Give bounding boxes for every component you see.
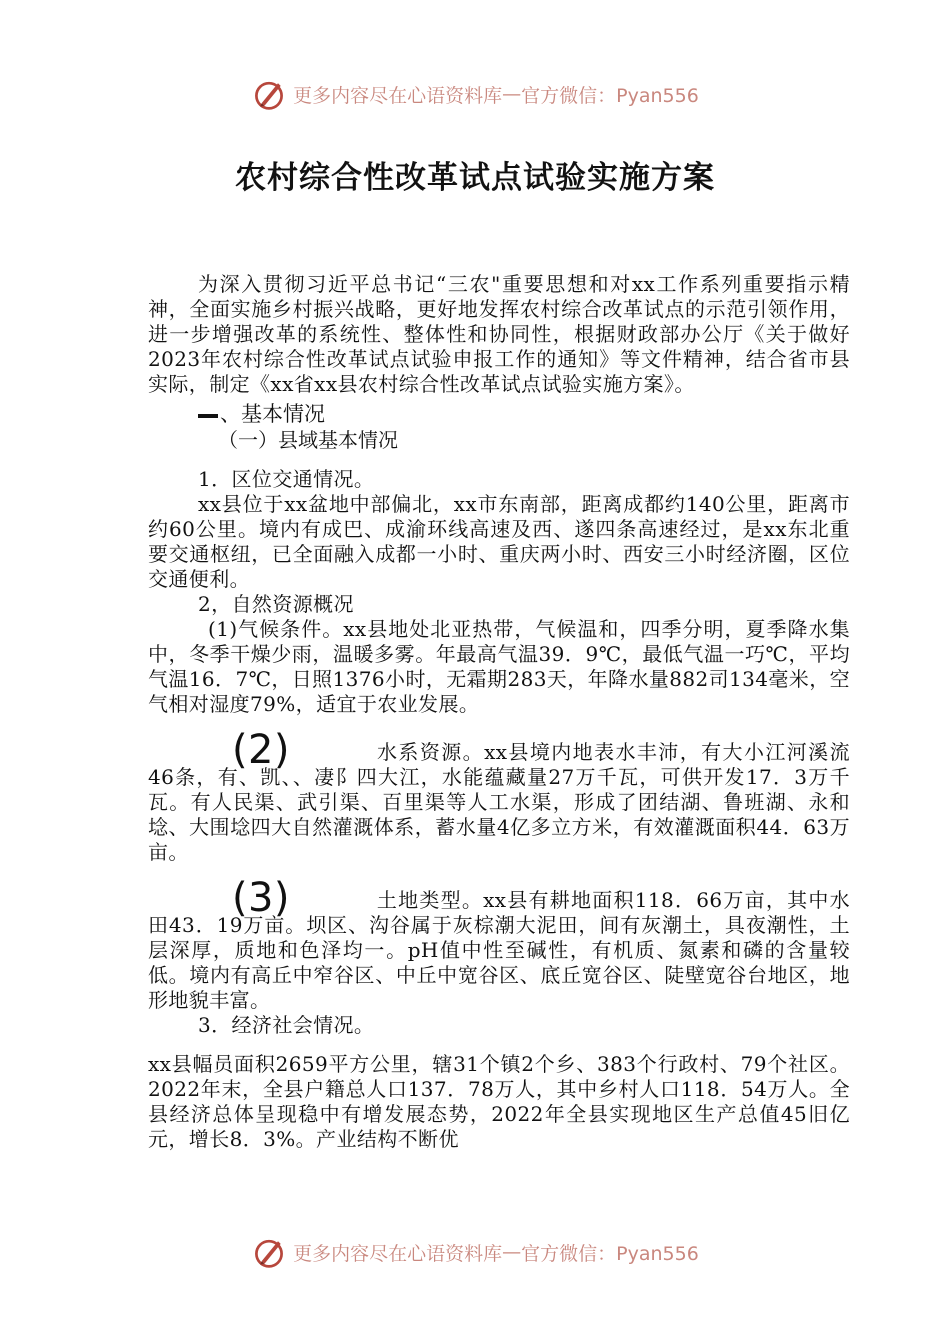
water-text: 水系资源。xx县境内地表水丰沛，有大小江河溪流46条，有、凯、、凄阝四大江，水能蕴藏量27万千瓦，可供开发17．3万千瓦。有人民渠、武引渠、百里渠等人工水渠，形成了团结湖、鲁班湖、永和埝、大围埝四大自然灌溉体系，蓄水量4亿多立方米，有效灌溉面积44．63万亩。 (148, 740, 850, 864)
item1-heading: 1．区位交通情况。 (198, 467, 375, 491)
watermark-wechat: 官方微信：Pyan556 (521, 1242, 699, 1265)
land-number: (3) (232, 875, 290, 921)
item1-paragraph: xx县位于xx盆地中部偏北，xx市东南部，距离成都约140公里，距离市约60公里。境内有成巴、成渝环线高速及西、遂四条高速经过，是xx东北重要交通枢纽，已全面融入成都一小时、重庆两小时、西安三小时经济圈，区位交通便利。 (148, 492, 850, 591)
pen-logo-icon (251, 76, 287, 112)
water-paragraph (148, 727, 850, 865)
watermark-separator: — (502, 83, 522, 105)
section-heading-basic (148, 401, 850, 427)
intro-paragraph: 为深入贯彻习近平总书记“三农"重要思想和对xx工作系列重要指示精神，全面实施乡村振兴战略，更好地发挥农村综合改革试点的示范引领作用，进一步增强改革的系统性、整体性和协同性，根据财政部办公厅《关于做好2023年农村综合性改革试点试验申报工作的通知》等文件精神，结合省市县实际，制定《xx省xx县农村综合性改革试点试验实施方案》。 (148, 272, 850, 396)
subsection-heading-county: （一）县域基本情况 (218, 428, 398, 452)
watermark-header (0, 74, 950, 114)
climate-paragraph: (1)气候条件。xx县地处北亚热带，气候温和，四季分明，夏季降水集中，冬季干燥少雨，温暖多雾。年最高气温39．9℃，最低气温一巧℃，平均气温16．7℃，日照1376小时，无霜期283天，年降水量882司134毫米，空气相对湿度79%，适宜于农业发展。 (148, 617, 850, 716)
dash-mark (198, 414, 218, 418)
document-body (148, 272, 850, 1152)
item3-paragraph: xx县幅员面积2659平方公里，辖31个镇2个乡、383个行政村、79个社区。2022年末，全县户籍总人口137．78万人，其中乡村人口118．54万人。全县经济总体呈现稳中有增发展态势，2022年全县实现地区生产总值45旧亿元，增长8．3%。产业结构不断优 (148, 1052, 850, 1151)
item3-heading: 3．经济社会情况。 (198, 1013, 375, 1037)
land-paragraph (148, 875, 850, 1013)
water-number: (2) (232, 727, 290, 773)
section-heading-text: 、基本情况 (220, 402, 325, 426)
watermark-footer (0, 1232, 950, 1272)
watermark-wechat: 官方微信：Pyan556 (521, 84, 699, 107)
item2-heading: 2，自然资源概况 (198, 592, 354, 616)
watermark-text: 更多内容尽在心语资料库 (293, 1242, 503, 1265)
watermark-separator: — (502, 1241, 522, 1263)
document-title: 农村综合性改革试点试验实施方案 (235, 160, 715, 196)
pen-logo-icon (251, 1234, 287, 1270)
land-text: 土地类型。xx县有耕地面积118．66万亩，其中水田43．19万亩。坝区、沟谷属于灰棕潮大泥田，间有灰潮土，具夜潮性，土层深厚，质地和色泽均一。pH值中性至碱性，有机质、氮素和磷的含量较低。境内有高丘中窄谷区、中丘中宽谷区、底丘宽谷区、陡壁宽谷台地区，地形地貌丰富。 (148, 888, 850, 1012)
watermark-text: 更多内容尽在心语资料库 (293, 84, 503, 107)
